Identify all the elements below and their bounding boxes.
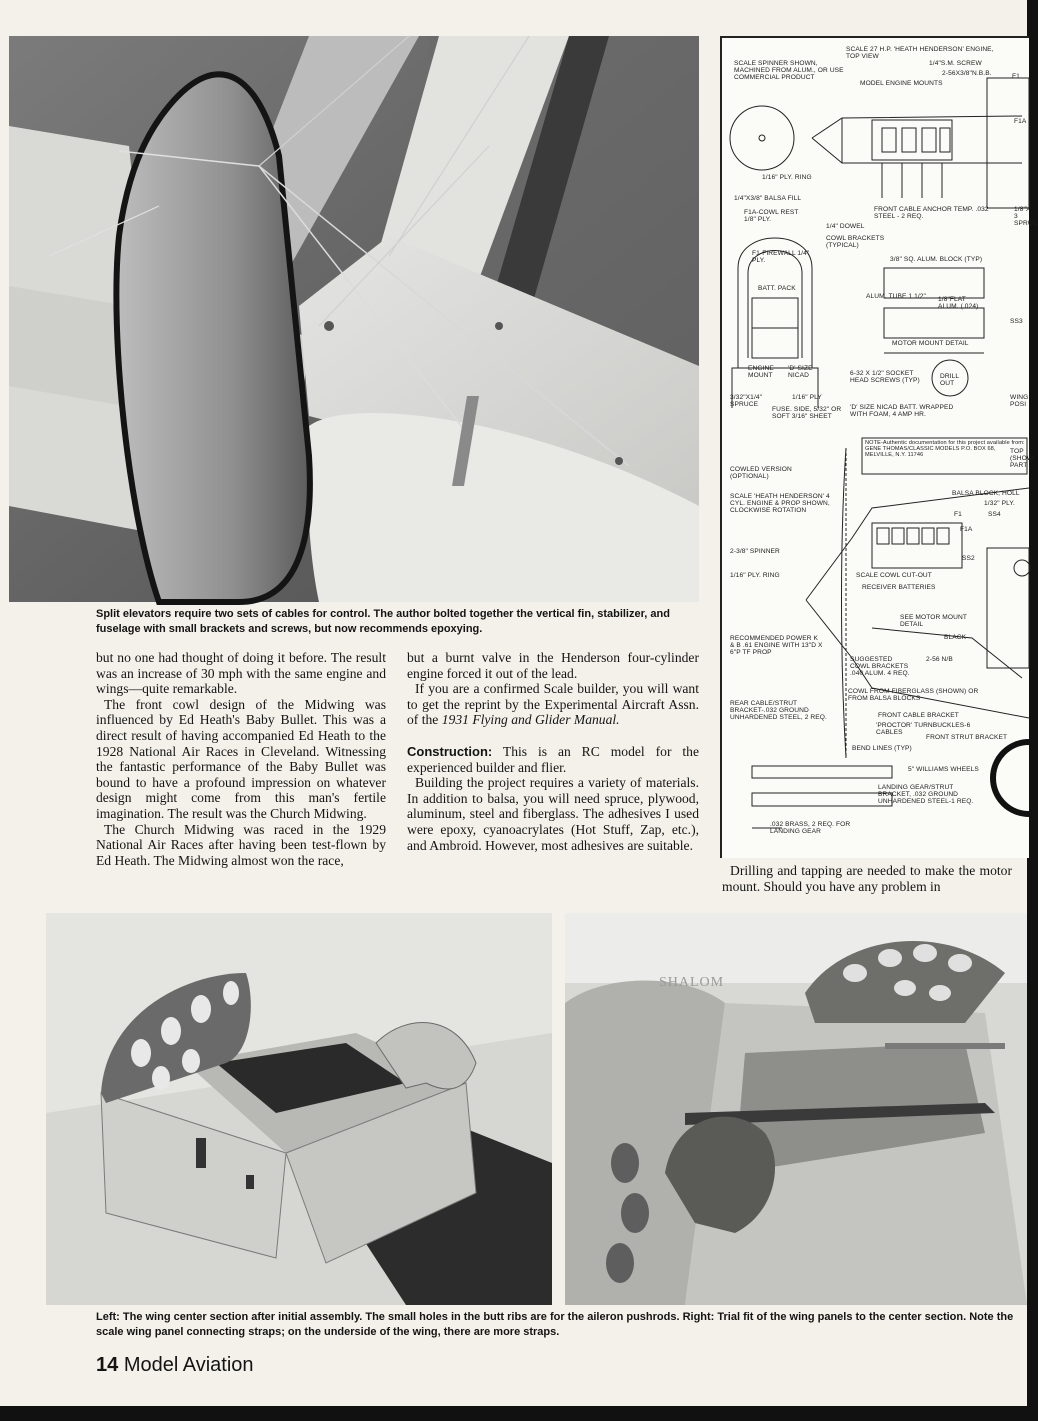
plan-label: .032 BRASS, 2 REQ. FOR LANDING GEAR <box>770 821 851 836</box>
plan-label: COWLED VERSION (OPTIONAL) <box>730 466 792 481</box>
plans-drawing <box>720 36 1038 858</box>
col1-paragraph-2: The front cowl design of the Midwing was influenced by Ed Heath's Baby Bullet. This was a direct result of having accompanied Ed Heath to the 1928 National Air Races in Cleveland. Witnessing the fantastic performance of the Baby Bullet was bound to have a profound impression on whatever design might come from this man's fertile imagination. The result was the Church Midwing. <box>96 696 386 821</box>
col2-paragraph-2 <box>407 681 699 728</box>
plan-label: 1/32" PLY. <box>984 500 1015 507</box>
plan-label: SCALE 27 H.P. 'HEATH HENDERSON' ENGINE, TOP VIEW <box>846 46 994 61</box>
plan-label: SUGGESTED COWL BRACKETS .040 ALUM. 4 REQ. <box>850 656 910 678</box>
plan-label: 1/4"X3/8" BALSA FILL <box>734 195 802 202</box>
plan-label: 1/8"X 3 SPRUC <box>1014 206 1038 228</box>
plan-label: REAR CABLE/STRUT BRACKET-.032 GROUND UNHARDENED STEEL, 2 REQ. <box>730 700 827 722</box>
plan-label: 1/16" PLY. RING <box>730 572 780 579</box>
plan-label: ALUM. TUBE 1 1/2" <box>866 293 926 300</box>
plan-label: RECOMMENDED POWER K & B .61 ENGINE WITH 13"D X 6"P TF PROP <box>730 635 823 657</box>
plan-label: WING POSI <box>1010 394 1029 409</box>
plan-label: F1 <box>954 511 962 518</box>
plan-label: MOTOR MOUNT DETAIL <box>892 340 969 347</box>
magazine-name: Model Aviation <box>123 1354 254 1376</box>
plan-label: FUSE. SIDE, 5/32" OR SOFT 3/16" SHEET <box>772 406 842 421</box>
plan-label: 2-3/8" SPINNER <box>730 548 780 555</box>
plan-label: FRONT CABLE ANCHOR TEMP. .032 STEEL - 2 REQ. <box>874 206 989 221</box>
article-column-2 <box>407 650 699 853</box>
plan-label: FRONT CABLE BRACKET <box>878 712 959 719</box>
plan-label: ENGINE MOUNT <box>748 365 774 380</box>
col1-paragraph-3: The Church Midwing was raced in the 1929 National Air Races after having been test-flown by Ed Heath. The Midwing almost won the race, <box>96 821 386 868</box>
col2-paragraph-3-text: This is an RC model for the experienced builder and flier. <box>407 743 699 775</box>
plan-label: SCALE 'HEATH HENDERSON' 4 CYL. ENGINE & PROP SHOWN, CLOCKWISE ROTATION <box>730 493 830 515</box>
col2-paragraph-3 <box>407 744 699 775</box>
plan-label: 3/32"X1/4" SPRUCE <box>730 394 763 409</box>
plan-label: F1 <box>1012 73 1020 80</box>
page-footer <box>96 1354 254 1377</box>
wing-trial-fit-photo <box>565 913 1027 1305</box>
plan-label: 2-56 N/B <box>926 656 953 663</box>
wing-center-section-photo-art <box>46 913 552 1305</box>
col2-paragraph-4: Building the project requires a variety of materials. In addition to balsa, you will need spruce, plywood, aluminum, steel and fiberglass. The adhesives I used were epoxy, cyanoacrylates (Hot Stuff, Zap, etc.), and Ambroid. However, most adhesives are suitable. <box>407 775 699 853</box>
plan-label: 6-32 X 1/2" SOCKET HEAD SCREWS (TYP) <box>850 370 920 385</box>
plan-label: BLACK <box>944 634 967 641</box>
plan-label: SCALE SPINNER SHOWN, MACHINED FROM ALUM., OR USE COMMERCIAL PRODUCT <box>734 60 844 82</box>
plan-label: SS4 <box>988 511 1001 518</box>
plan-label: 1/4" DOWEL <box>826 223 865 230</box>
col1-paragraph-1: but no one had thought of doing it before. The result was an increase of 30 mph with the same engine and wings—quite remarkable. <box>96 650 386 697</box>
plan-label: 3/8" SQ. ALUM. BLOCK (TYP) <box>890 256 983 263</box>
plan-label: F1A-COWL REST 1/8" PLY. <box>744 209 799 224</box>
manual-title: 1931 Flying and Glider Manual. <box>441 712 620 728</box>
plan-label: FRONT STRUT BRACKET <box>926 734 1008 741</box>
plan-label: 1/16" PLY <box>792 394 822 401</box>
wing-trial-fit-photo-art <box>565 913 1027 1305</box>
plan-label: BATT. PACK <box>758 285 796 292</box>
stencil-text: SHALOM <box>659 975 725 990</box>
plan-label: COWL FROM FIBERGLASS (SHOWN) OR FROM BALSA BLOCKS <box>848 688 979 703</box>
plan-label: SS2 <box>962 555 975 562</box>
plan-label: DRILL OUT <box>940 373 959 388</box>
plan-label: BEND LINES (TYP) <box>852 745 912 752</box>
plan-label: 1/4"S.M. SCREW <box>929 60 982 67</box>
plan-label: 'D' SIZE NICAD <box>788 365 813 380</box>
plan-label: SS3 <box>1010 318 1023 325</box>
plan-label: BALSA BLOCK, HOLL <box>952 490 1020 497</box>
col3-paragraph-1: Drilling and tapping are needed to make the motor mount. Should you have any problem in <box>722 863 1012 894</box>
construction-heading: Construction: <box>407 743 493 759</box>
plan-label: 2-56X3/8"N.B.B. <box>942 70 992 77</box>
plan-label: COWL BRACKETS (TYPICAL) <box>826 235 885 250</box>
plan-label: F1-FIREWALL 1/4" PLY. <box>752 250 810 265</box>
page-number: 14 <box>96 1354 119 1376</box>
plan-label: F1A <box>1014 118 1027 125</box>
plan-label: F1A <box>960 526 973 533</box>
bottom-photo-caption: Left: The wing center section after initial assembly. The small holes in the butt ribs are for the aileron pushrods. Right: Trial fit of the wing panels to the center section. Note the scale wing panel connecting straps; on the underside of the wing, there are more straps. <box>96 1311 1014 1338</box>
plan-label: RECEIVER BATTERIES <box>862 584 936 591</box>
plan-label: 'PROCTOR' TURNBUCKLES-6 CABLES <box>876 722 971 737</box>
plan-label: 1/8"FLAT ALUM. (.024) <box>938 296 979 311</box>
plan-label: 5" WILLIAMS WHEELS <box>908 766 979 773</box>
plan-label: TOP (SHOW PART <box>1010 448 1034 470</box>
plan-label: SCALE COWL CUT-OUT <box>856 572 932 579</box>
plan-label: 'D' SIZE NICAD BATT. WRAPPED WITH FOAM, 4 AMP HR. <box>850 404 954 419</box>
plan-label: SEE MOTOR MOUNT DETAIL <box>900 614 967 629</box>
article-column-1 <box>96 650 386 868</box>
tail-elevator-photo <box>9 36 699 602</box>
wing-center-section-photo <box>46 913 552 1305</box>
plan-label: NOTE-Authentic documentation for this project available from: GENE THOMAS/CLASSIC MODELS P.O. BOX 68, MELVILLE, N.Y. 11746 <box>865 440 1025 459</box>
plan-label: 1/16" PLY. RING <box>762 174 812 181</box>
tail-elevator-photo-art <box>9 36 699 602</box>
col2-paragraph-1: but a burnt valve in the Henderson four-cylinder engine forced it out of the lead. <box>407 650 699 681</box>
col2-paragraph-2-text: If you are a confirmed Scale builder, you will want to get the reprint by the Experimental Aircraft Assn. of the <box>407 681 699 728</box>
plan-label: MODEL ENGINE MOUNTS <box>860 80 943 87</box>
plan-label: LANDING GEAR/STRUT BRACKET, .032 GROUND UNHARDENED STEEL-1 REQ. <box>878 784 974 806</box>
article-column-3 <box>722 863 1012 894</box>
top-photo-caption: Split elevators require two sets of cables for control. The author bolted together the vertical fin, stabilizer, and fuselage with small brackets and screws, but now recommends epoxying. <box>96 608 670 635</box>
